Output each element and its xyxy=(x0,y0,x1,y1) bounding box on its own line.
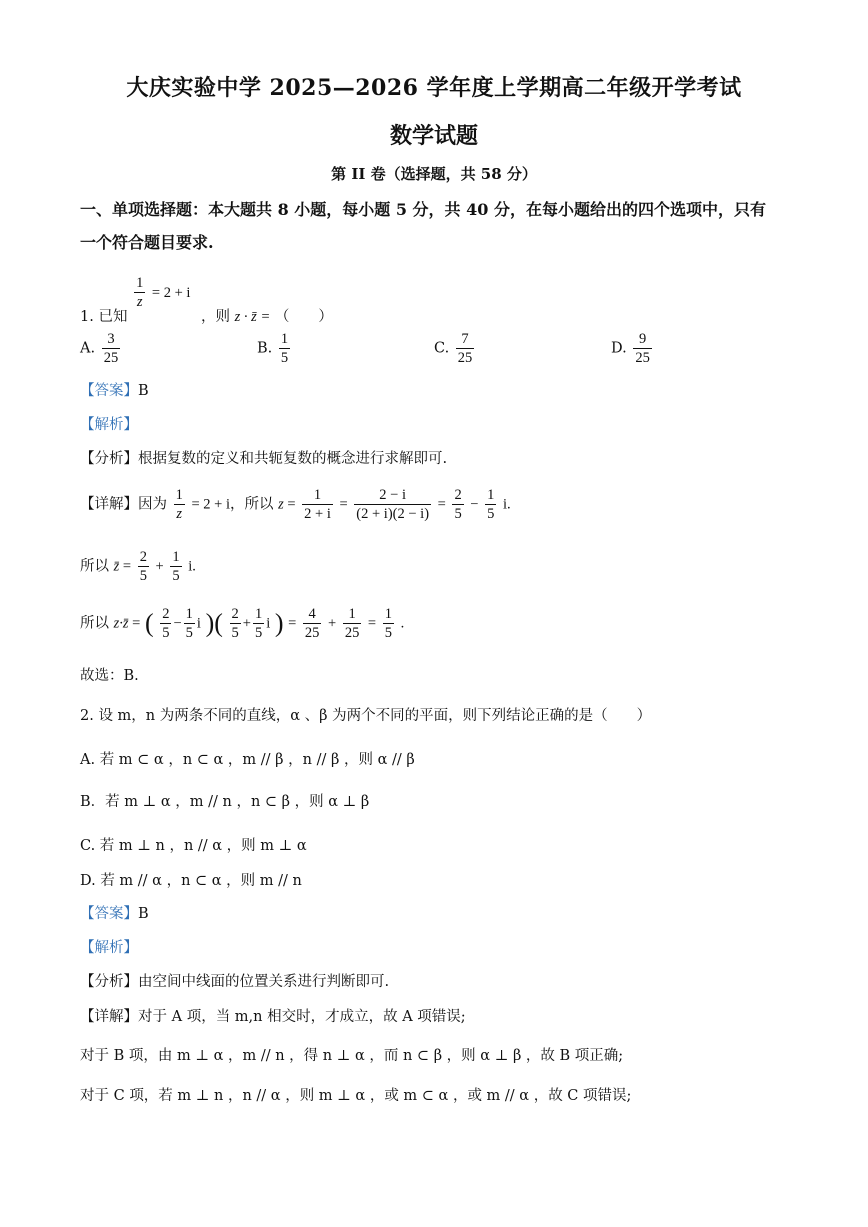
q1-answer: 【答案】B xyxy=(80,383,149,399)
q2-option-c: C. 若 m ⊥ n ，n // α ，则 m ⊥ α xyxy=(80,838,307,854)
q1-analysis-tag: 【解析】 xyxy=(80,417,138,433)
q1-given-fraction xyxy=(134,274,145,311)
section-instruction-line2: 一个符合题目要求. xyxy=(80,233,214,252)
q1-paren: （ ） xyxy=(274,308,333,325)
q1-conjugate-line: 所以 z̄ = $\frac{2}{5}$ + $\frac{1}{5}$ i. xyxy=(80,549,196,584)
q1-ask-expr: z · z̄ = xyxy=(234,308,271,325)
q1-detail-line: 【详解】因为 $\frac{1}{z}$ = 2 + i，所以 z = $\frac{1}{2 + i}$ = $\frac{2 - i}{(2 + i)(2 - i)}$ = $\frac{2}{5}$ − $\frac{1}{5}$ i. xyxy=(80,487,511,522)
q1-option-d-fraction: $\frac{9}{25}$ xyxy=(635,331,650,366)
exam-subtitle: 数学试题 xyxy=(389,123,478,149)
q1-stem xyxy=(80,276,333,326)
q2-option-d: D. 若 m // α ，n ⊂ α ，则 m // n xyxy=(80,873,302,889)
q2-stem: 2. 设 m，n 为两条不同的直线，α 、β 为两个不同的平面，则下列结论正确的是（ ） xyxy=(80,708,652,724)
q1-option-d: D. $\frac{9}{25}$ xyxy=(611,331,650,366)
q1-option-b: B. $\frac{1}{5}$ xyxy=(257,331,289,366)
q1-option-b-fraction: $\frac{1}{5}$ xyxy=(280,331,289,366)
volume-heading: 第 II 卷（选择题，共 58 分） xyxy=(331,165,537,183)
section-instruction-line1: 一、单项选择题：本大题共 8 小题，每小题 5 分，共 40 分，在每小题给出的四个选项中，只有 xyxy=(80,200,766,219)
q2-detail-b: 对于 B 项，由 m ⊥ α ，m // n ，得 n ⊥ α ，而 n ⊂ β ，则 α ⊥ β ，故 B 项正确; xyxy=(80,1048,624,1064)
q1-option-a: A. $\frac{3}{25}$ xyxy=(80,331,119,366)
q2-detail-a: 【详解】对于 A 项，当 m,n 相交时，才成立，故 A 项错误; xyxy=(80,1009,466,1025)
q1-given-num: 1 xyxy=(136,275,144,291)
q1-given-rhs: = 2 + i xyxy=(151,284,191,301)
q2-option-a: A. 若 m ⊂ α ，n ⊂ α ，m // β ，n // β ，则 α // β xyxy=(80,752,415,768)
q2-analysis-tag: 【解析】 xyxy=(80,940,138,956)
q1-option-c-fraction: $\frac{7}{25}$ xyxy=(457,331,473,366)
q1-choose: 故选：B. xyxy=(80,668,139,684)
q2-answer: 【答案】B xyxy=(80,906,149,922)
q1-given-den: z xyxy=(134,292,145,311)
q1-option-c: C. $\frac{7}{25}$ xyxy=(434,331,473,366)
q2-fenxi: 【分析】由空间中线面的位置关系进行判断即可. xyxy=(80,974,390,990)
q1-product-line: 所以 z·z̄ = ( $\frac{2}{5}$ − $\frac{1}{5}$ i )( $\frac{2}{5}$ + $\frac{1}{5}$ i ) = $\frac{4}{25}$ + $\frac{1}{25}$ = $\frac{1}{5}$ . xyxy=(80,606,405,641)
q2-option-b: B．若 m ⊥ α ，m // n ，n ⊂ β ，则 α ⊥ β xyxy=(80,794,370,810)
q1-ask: ，则 xyxy=(201,308,231,325)
q2-detail-c: 对于 C 项，若 m ⊥ n ，n // α ，则 m ⊥ α ，或 m ⊂ α ，或 m // α ，故 C 项错误; xyxy=(80,1088,632,1104)
answer-tag: 【答案】 xyxy=(80,383,138,399)
q1-option-a-fraction: $\frac{3}{25}$ xyxy=(103,331,119,366)
exam-title: 大庆实验中学 2025—2026 学年度上学期高二年级开学考试 xyxy=(126,75,742,101)
q1-fenxi: 【分析】根据复数的定义和共轭复数的概念进行求解即可. xyxy=(80,451,448,467)
q1-number: 1. 已知 xyxy=(80,308,128,325)
